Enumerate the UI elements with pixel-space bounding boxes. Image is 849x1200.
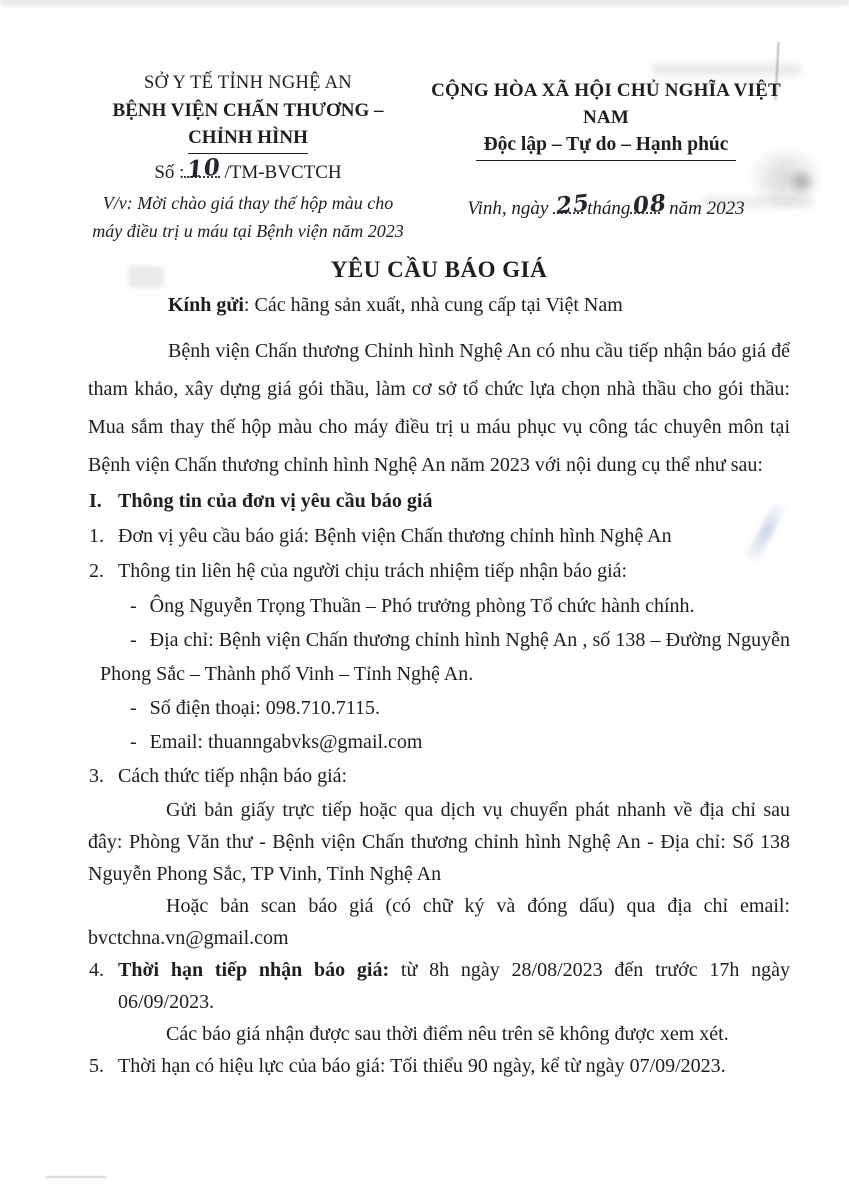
handwritten-month-value: 08 (632, 189, 669, 220)
salutation-line (88, 294, 790, 317)
section1-marker: I. (89, 490, 102, 512)
national-header-block (408, 70, 804, 245)
page-title: YÊU CẦU BÁO GIÁ (330, 257, 548, 282)
list-item-2 (88, 554, 790, 589)
item-marker: 5. (89, 1055, 104, 1077)
dash-marker: - (130, 697, 137, 719)
date-prefix: Vinh, ngày (467, 198, 549, 219)
item-marker: 3. (89, 765, 104, 787)
document-number-line (88, 153, 408, 186)
document-number-suffix: /TM-BVCTCH (224, 162, 342, 183)
handwritten-month (630, 189, 669, 220)
issuer-org-line2 (88, 124, 408, 154)
national-title: CỘNG HÒA XÃ HỘI CHỦ NGHĨA VIỆT NAM (431, 80, 781, 128)
list-item-4 (88, 954, 790, 1018)
salutation-label: Kính gửi (168, 294, 244, 316)
document-number-label: Số : (154, 162, 185, 183)
issuer-block (88, 70, 408, 245)
contact-bullet-email (88, 725, 790, 759)
contact-bullet-phone (88, 691, 790, 725)
item4-label: Thời hạn tiếp nhận báo giá: (118, 959, 390, 981)
list-item-3 (88, 759, 790, 794)
item4-text: từ 8h ngày 28/08/2023 đến trước 17h ngày 06/09/2023. (118, 959, 791, 1013)
item-marker: 4. (89, 959, 104, 981)
list-item-1 (88, 519, 790, 554)
date-suffix: năm 2023 (669, 198, 745, 219)
handwritten-document-number (184, 153, 224, 184)
item-text: Thông tin liên hệ của người chịu trách nhiệm tiếp nhận báo giá: (118, 560, 628, 582)
item-text: Cách thức tiếp nhận báo giá: (118, 765, 348, 787)
issuer-department: SỞ Y TẾ TỈNH NGHỆ AN (144, 73, 352, 93)
item4-note: Các báo giá nhận được sau thời điểm nêu trên sẽ không được xem xét. (166, 1023, 729, 1045)
handwritten-day (553, 189, 592, 220)
salutation-text: : Các hãng sản xuất, nhà cung cấp tại Việt Nam (243, 294, 623, 316)
handwritten-day-value: 25 (554, 189, 592, 220)
item3-paragraph-delivery: Gửi bản giấy trực tiếp hoặc qua dịch vụ chuyển phát nhanh về địa chỉ sau đây: Phòng Văn thư - Bệnh viện Chấn thương chỉnh hình Nghệ An - Địa chỉ: Số 138 Nguyễn Phong Sắc, TP Vinh, Tỉnh Nghệ An (88, 799, 790, 885)
item-marker: 2. (89, 560, 104, 582)
document-header (88, 70, 790, 245)
contact-bullet-address (88, 623, 790, 691)
date-month-word: tháng (587, 198, 631, 219)
item-marker: 1. (89, 525, 104, 547)
bullet-text: Địa chỉ: Bệnh viện Chấn thương chỉnh hình Nghệ An , số 138 – Đường Nguyễn Phong Sắc – Thành phố Vinh – Tỉnh Nghệ An. (100, 629, 790, 685)
bullet-text: Số điện thoại: 098.710.7115. (149, 697, 381, 719)
list-item-5 (88, 1050, 790, 1082)
issuer-org-line1: BỆNH VIỆN CHẤN THƯƠNG – (112, 100, 384, 121)
contact-bullet-name (88, 589, 790, 623)
national-motto: Độc lập – Tự do – Hạnh phúc (476, 134, 737, 161)
section1-heading (88, 484, 790, 519)
motto-line (408, 131, 804, 161)
handwritten-number-value: 10 (186, 153, 223, 184)
issuer-org-line2-text: CHỈNH HÌNH (188, 124, 308, 154)
document-subject: V/v: Mời chào giá thay thế hộp màu cho máy điều trị u máu tại Bệnh viện năm 2023 (92, 193, 404, 241)
bullet-text: Ông Nguyễn Trọng Thuần – Phó trưởng phòng Tổ chức hành chính. (149, 595, 695, 617)
item-text: Thời hạn có hiệu lực của báo giá: Tối thiểu 90 ngày, kể từ ngày 07/09/2023. (118, 1055, 726, 1077)
intro-paragraph: Bệnh viện Chấn thương Chỉnh hình Nghệ An có nhu cầu tiếp nhận báo giá để tham khảo, xây dựng giá gói thầu, làm cơ sở tổ chức lựa chọn nhà thầu cho gói thầu: Mua sắm thay thế hộp màu cho máy điều trị u máu phục vụ công tác chuyên môn tại Bệnh viện Chấn thương chỉnh hình Nghệ An năm 2023 với nội dung cụ thể như sau: (88, 340, 790, 476)
section1-heading-text: Thông tin của đơn vị yêu cầu báo giá (118, 490, 433, 512)
bullet-text: Email: thuanngabvks@gmail.com (149, 731, 423, 753)
dash-marker: - (130, 595, 137, 617)
place-date-line (408, 189, 804, 220)
dash-marker: - (130, 731, 137, 753)
item-text: Đơn vị yêu cầu báo giá: Bệnh viện Chấn thương chỉnh hình Nghệ An (118, 525, 672, 547)
dash-marker: - (130, 629, 137, 651)
item3-paragraph-scan: Hoặc bản scan báo giá (có chữ ký và đóng dấu) qua địa chỉ email: bvctchna.vn@gmail.com (88, 895, 790, 949)
